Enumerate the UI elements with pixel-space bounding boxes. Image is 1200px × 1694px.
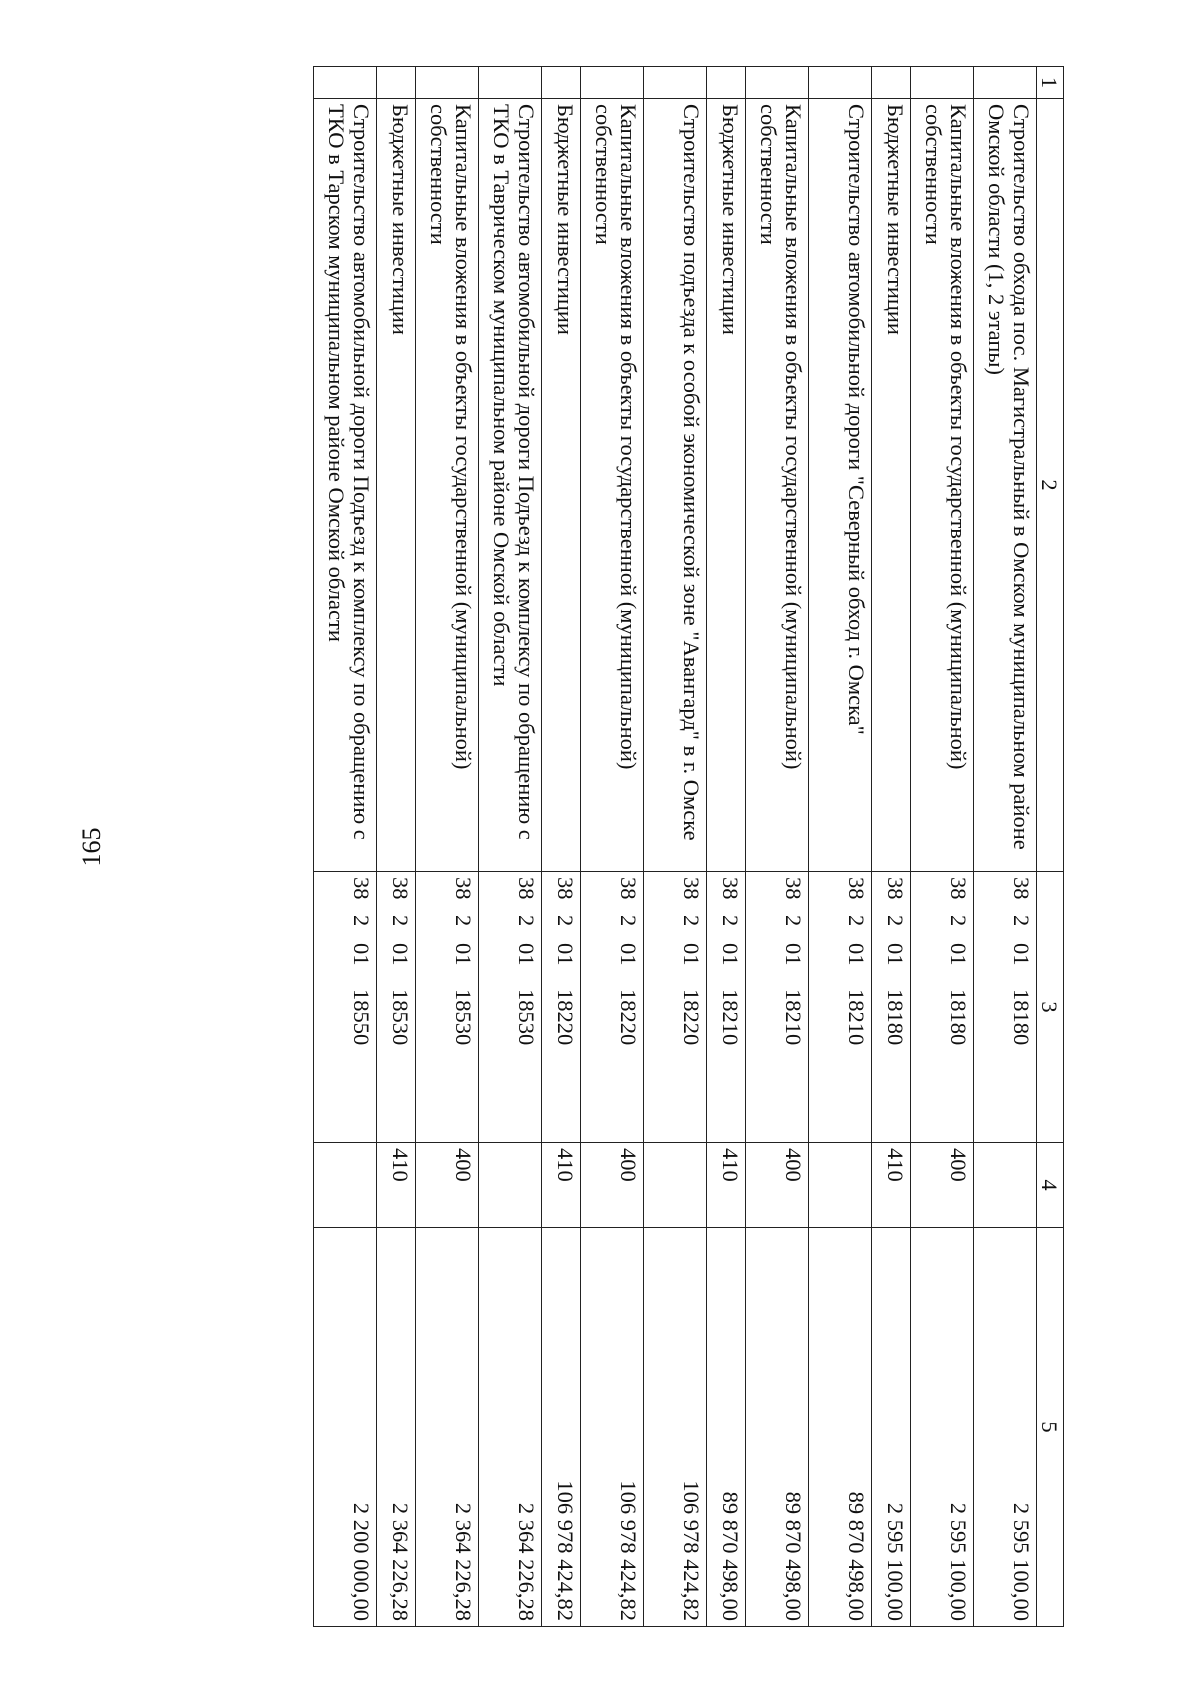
- code-part-1: 38: [946, 877, 971, 900]
- amount-cell: 106 978 424,82: [581, 1228, 644, 1627]
- amount-cell: 2 595 100,00: [911, 1228, 974, 1627]
- code-part-4: 18210: [781, 989, 806, 1046]
- code-part-1: 38: [679, 877, 704, 900]
- code-part-1: 38: [718, 877, 743, 900]
- classification-code-cell: [872, 872, 911, 1143]
- expense-type-cell: 400: [911, 1143, 974, 1228]
- code-part-4: 18530: [514, 989, 539, 1046]
- classification-code: [946, 877, 971, 1137]
- expense-type-cell: 410: [542, 1143, 581, 1228]
- code-part-1: 38: [553, 877, 578, 900]
- amount-cell: 2 364 226,28: [416, 1228, 479, 1627]
- code-part-1: 38: [1009, 877, 1034, 900]
- code-part-1: 38: [451, 877, 476, 900]
- expense-type-cell: [974, 1143, 1037, 1228]
- description-cell: Капитальные вложения в объекты государственной (муниципальной) собственности: [416, 99, 479, 872]
- amount-cell: 2 364 226,28: [377, 1228, 416, 1627]
- expense-type-cell: 410: [872, 1143, 911, 1228]
- classification-code: [451, 877, 476, 1137]
- code-part-2: 2: [781, 915, 806, 927]
- amount-cell: 2 595 100,00: [872, 1228, 911, 1627]
- table-row: [809, 67, 872, 1627]
- expense-type-cell: 400: [416, 1143, 479, 1228]
- description-cell: Бюджетные инвестиции: [872, 99, 911, 872]
- classification-code-cell: [479, 872, 542, 1143]
- code-part-2: 2: [883, 915, 908, 927]
- classification-code: [388, 877, 413, 1137]
- row-number-cell: [377, 67, 416, 99]
- code-part-4: 18210: [718, 989, 743, 1046]
- row-number-cell: [416, 67, 479, 99]
- expense-type-cell: [479, 1143, 542, 1228]
- code-part-3: 01: [388, 943, 413, 966]
- header-cell-4: 4: [1037, 1143, 1064, 1228]
- description-cell: Бюджетные инвестиции: [377, 99, 416, 872]
- classification-code-cell: [644, 872, 707, 1143]
- description-cell: Строительство подъезда к особой экономической зоне "Авангард" в г. Омске: [644, 99, 707, 872]
- amount-cell: 2 200 000,00: [314, 1228, 377, 1627]
- table-row: [644, 67, 707, 1627]
- table-row: [479, 67, 542, 1627]
- row-number-cell: [809, 67, 872, 99]
- classification-code: [349, 877, 374, 1137]
- code-part-3: 01: [844, 943, 869, 966]
- page-number: 165: [77, 827, 106, 867]
- expense-type-cell: [644, 1143, 707, 1228]
- code-part-2: 2: [451, 915, 476, 927]
- classification-code: [781, 877, 806, 1137]
- classification-code: [679, 877, 704, 1137]
- code-part-2: 2: [514, 915, 539, 927]
- code-part-1: 38: [349, 877, 374, 900]
- budget-table: [313, 66, 1064, 1627]
- code-part-1: 38: [388, 877, 413, 900]
- row-number-cell: [707, 67, 746, 99]
- amount-cell: 89 870 498,00: [746, 1228, 809, 1627]
- classification-code-cell: [581, 872, 644, 1143]
- header-cell-2: 2: [1037, 99, 1064, 872]
- code-part-3: 01: [718, 943, 743, 966]
- amount-cell: 106 978 424,82: [644, 1228, 707, 1627]
- description-cell: Строительство автомобильной дороги Подъезд к комплексу по обращению с ТКО в Тарском муниципальном районе Омской области: [314, 99, 377, 872]
- code-part-1: 38: [781, 877, 806, 900]
- classification-code-cell: [974, 872, 1037, 1143]
- code-part-4: 18210: [844, 989, 869, 1046]
- classification-code: [1009, 877, 1034, 1137]
- classification-code: [553, 877, 578, 1137]
- table-row: [314, 67, 377, 1627]
- row-number-cell: [746, 67, 809, 99]
- code-part-4: 18180: [883, 989, 908, 1046]
- table-row: [707, 67, 746, 1627]
- table-row: [542, 67, 581, 1627]
- classification-code: [718, 877, 743, 1137]
- code-part-4: 18530: [388, 989, 413, 1046]
- table-row: [416, 67, 479, 1627]
- classification-code: [514, 877, 539, 1137]
- expense-type-cell: [314, 1143, 377, 1228]
- code-part-3: 01: [946, 943, 971, 966]
- code-part-4: 18220: [616, 989, 641, 1046]
- code-part-3: 01: [616, 943, 641, 966]
- classification-code-cell: [377, 872, 416, 1143]
- description-cell: Строительство автомобильной дороги Подъезд к комплексу по обращению с ТКО в Таврическом муниципальном районе Омской области: [479, 99, 542, 872]
- code-part-2: 2: [388, 915, 413, 927]
- code-part-1: 38: [844, 877, 869, 900]
- classification-code: [844, 877, 869, 1137]
- header-row: [1037, 67, 1064, 1627]
- row-number-cell: [542, 67, 581, 99]
- classification-code-cell: [314, 872, 377, 1143]
- code-part-2: 2: [718, 915, 743, 927]
- expense-type-cell: 400: [581, 1143, 644, 1228]
- classification-code-cell: [416, 872, 479, 1143]
- code-part-3: 01: [553, 943, 578, 966]
- row-number-cell: [644, 67, 707, 99]
- row-number-cell: [974, 67, 1037, 99]
- row-number-cell: [872, 67, 911, 99]
- classification-code-cell: [707, 872, 746, 1143]
- classification-code-cell: [542, 872, 581, 1143]
- code-part-1: 38: [514, 877, 539, 900]
- classification-code-cell: [809, 872, 872, 1143]
- expense-type-cell: 410: [707, 1143, 746, 1228]
- code-part-1: 38: [883, 877, 908, 900]
- code-part-4: 18550: [349, 989, 374, 1046]
- code-part-1: 38: [616, 877, 641, 900]
- code-part-2: 2: [1009, 915, 1034, 927]
- code-part-3: 01: [1009, 943, 1034, 966]
- code-part-2: 2: [349, 915, 374, 927]
- code-part-3: 01: [883, 943, 908, 966]
- rotated-table-container: [144, 66, 1064, 1626]
- code-part-2: 2: [553, 915, 578, 927]
- amount-cell: 89 870 498,00: [707, 1228, 746, 1627]
- description-cell: Бюджетные инвестиции: [542, 99, 581, 872]
- expense-type-cell: 410: [377, 1143, 416, 1228]
- table-row: [872, 67, 911, 1627]
- amount-cell: 2 595 100,00: [974, 1228, 1037, 1627]
- classification-code-cell: [911, 872, 974, 1143]
- classification-code: [883, 877, 908, 1137]
- code-part-4: 18220: [553, 989, 578, 1046]
- code-part-3: 01: [451, 943, 476, 966]
- table-row: [377, 67, 416, 1627]
- code-part-4: 18530: [451, 989, 476, 1046]
- amount-cell: 89 870 498,00: [809, 1228, 872, 1627]
- classification-code-cell: [746, 872, 809, 1143]
- header-cell-3: 3: [1037, 872, 1064, 1143]
- table-row: [746, 67, 809, 1627]
- description-cell: Строительство автомобильной дороги "Северный обход г. Омска": [809, 99, 872, 872]
- code-part-4: 18180: [946, 989, 971, 1046]
- description-cell: Строительство обхода пос. Магистральный в Омском муниципальном районе Омской области (1, 2 этапы): [974, 99, 1037, 872]
- code-part-2: 2: [844, 915, 869, 927]
- description-cell: Бюджетные инвестиции: [707, 99, 746, 872]
- expense-type-cell: [809, 1143, 872, 1228]
- code-part-2: 2: [679, 915, 704, 927]
- header-cell-5: 5: [1037, 1228, 1064, 1627]
- row-number-cell: [911, 67, 974, 99]
- code-part-4: 18180: [1009, 989, 1034, 1046]
- expense-type-cell: 400: [746, 1143, 809, 1228]
- code-part-2: 2: [946, 915, 971, 927]
- table-row: [911, 67, 974, 1627]
- row-number-cell: [314, 67, 377, 99]
- classification-code: [616, 877, 641, 1137]
- code-part-3: 01: [679, 943, 704, 966]
- code-part-2: 2: [616, 915, 641, 927]
- description-cell: Капитальные вложения в объекты государственной (муниципальной) собственности: [746, 99, 809, 872]
- code-part-3: 01: [349, 943, 374, 966]
- row-number-cell: [581, 67, 644, 99]
- header-cell-1: 1: [1037, 67, 1064, 99]
- table-row: [974, 67, 1037, 1627]
- code-part-3: 01: [514, 943, 539, 966]
- code-part-3: 01: [781, 943, 806, 966]
- table-row: [581, 67, 644, 1627]
- code-part-4: 18220: [679, 989, 704, 1046]
- amount-cell: 2 364 226,28: [479, 1228, 542, 1627]
- description-cell: Капитальные вложения в объекты государственной (муниципальной) собственности: [581, 99, 644, 872]
- description-cell: Капитальные вложения в объекты государственной (муниципальной) собственности: [911, 99, 974, 872]
- amount-cell: 106 978 424,82: [542, 1228, 581, 1627]
- row-number-cell: [479, 67, 542, 99]
